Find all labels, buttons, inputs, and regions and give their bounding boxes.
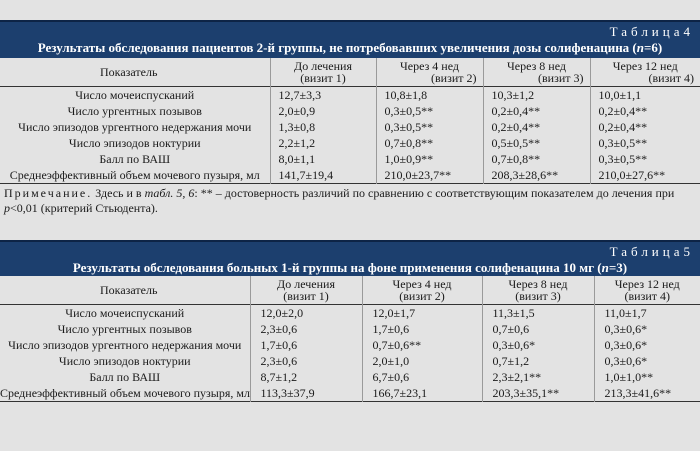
table-row <box>0 305 700 322</box>
column-header-line: Через 12 нед <box>614 277 680 291</box>
footnote-text: Здесь и в <box>92 186 145 200</box>
footnote-text: : ** – достоверность различий по сравнению с соответствующим показателем до лечения при <box>194 186 675 200</box>
table-5 <box>0 240 700 402</box>
row-label: Балл по ВАШ <box>99 151 171 166</box>
cell-value: 0,7±1,2 <box>482 353 594 369</box>
column-header-line: (визит 3) <box>538 71 584 85</box>
table-4 <box>0 20 700 216</box>
table-4-title-suffix: =6) <box>644 40 663 55</box>
cell-value: 2,3±0,6 <box>250 321 362 337</box>
cell-value: 0,5±0,5** <box>483 135 590 151</box>
column-header-visit-2 <box>362 276 482 305</box>
cell-value: 0,2±0,4** <box>483 103 590 119</box>
column-header-line: Через 12 нед <box>612 59 678 73</box>
table-5-label: Таблица5 <box>609 244 694 259</box>
footnote-text: <0,01 (критерий Стьюдента). <box>10 201 158 215</box>
column-header-line: Через 8 нед <box>508 277 568 291</box>
cell-value: 0,3±0,6* <box>482 337 594 353</box>
column-header-parameter: Показатель <box>100 65 158 79</box>
column-header-line: Через 8 нед <box>506 59 567 73</box>
table-row <box>0 337 700 353</box>
column-header-visit-2 <box>376 58 483 87</box>
table-row <box>0 103 700 119</box>
table-5-header-row <box>0 276 700 305</box>
cell-value: 10,3±1,2 <box>483 87 590 104</box>
cell-value: 166,7±23,1 <box>362 385 482 402</box>
cell-value: 210,0±23,7** <box>376 167 483 184</box>
footnote-table-ref: табл. 5, 6 <box>144 186 195 200</box>
cell-value: 12,7±3,3 <box>270 87 376 104</box>
column-header-line: До лечения <box>277 277 335 291</box>
row-label: Балл по ВАШ <box>89 369 161 384</box>
column-header-visit-3 <box>482 276 594 305</box>
cell-value: 0,3±0,5** <box>590 151 700 167</box>
row-label: Число мочеиспусканий <box>75 87 195 102</box>
cell-value: 8,7±1,2 <box>250 369 362 385</box>
table-5-title-n: n <box>601 260 609 275</box>
table-5-title <box>4 260 696 276</box>
column-header-parameter: Показатель <box>100 283 158 297</box>
cell-value: 0,7±0,8** <box>376 135 483 151</box>
cell-value: 0,3±0,5** <box>376 103 483 119</box>
cell-value: 2,0±1,0 <box>362 353 482 369</box>
cell-value: 0,2±0,4** <box>483 119 590 135</box>
column-header-visit-3 <box>483 58 590 87</box>
cell-value: 210,0±27,6** <box>590 167 700 184</box>
table-5-title-suffix: =3) <box>608 260 628 275</box>
cell-value: 2,3±2,1** <box>482 369 594 385</box>
column-header-visit-4 <box>590 58 700 87</box>
table-5-title-prefix: Результаты обследования больных 1-й группы на фоне применения солифенацина 10 мг ( <box>72 260 602 275</box>
cell-value: 0,2±0,4** <box>590 119 700 135</box>
table-4-label: Таблица4 <box>609 24 694 39</box>
cell-value: 213,3±41,6** <box>594 385 700 402</box>
footnote-p: p <box>4 201 10 215</box>
cell-value: 6,7±0,6 <box>362 369 482 385</box>
cell-value: 1,0±0,9** <box>376 151 483 167</box>
column-header-line: Через 4 нед <box>399 59 460 73</box>
cell-value: 113,3±37,9 <box>250 385 362 402</box>
cell-value: 0,3±0,5** <box>376 119 483 135</box>
table-row <box>0 135 700 151</box>
column-header-line: Через 4 нед <box>392 277 452 291</box>
table-row <box>0 321 700 337</box>
row-label: Число эпизодов ургентного недержания мочи <box>8 337 242 352</box>
cell-value: 11,3±1,5 <box>482 305 594 322</box>
cell-value: 0,7±0,8** <box>483 151 590 167</box>
cell-value: 0,7±0,6 <box>482 321 594 337</box>
cell-value: 10,8±1,8 <box>376 87 483 104</box>
row-label: Среднеэффективный объем мочевого пузыря, мл <box>9 167 260 182</box>
table-4-header-row <box>0 58 700 87</box>
row-label: Число ургентных позывов <box>57 321 192 336</box>
row-label: Число ургентных позывов <box>67 103 202 118</box>
cell-value: 8,0±1,1 <box>270 151 376 167</box>
cell-value: 2,0±0,9 <box>270 103 376 119</box>
footnote-label: Примечание. <box>4 186 93 200</box>
table-row <box>0 353 700 369</box>
column-header-visit-1 <box>270 58 376 87</box>
cell-value: 0,3±0,6* <box>594 321 700 337</box>
row-label: Среднеэффективный объем мочевого пузыря, мл <box>0 385 250 400</box>
table-4-title <box>4 40 696 56</box>
table-row <box>0 167 700 184</box>
cell-value: 1,3±0,8 <box>270 119 376 135</box>
column-header-line: (визит 1) <box>283 289 329 303</box>
table-5-grid <box>0 276 700 402</box>
cell-value: 141,7±19,4 <box>270 167 376 184</box>
cell-value: 203,3±35,1** <box>482 385 594 402</box>
cell-value: 208,3±28,6** <box>483 167 590 184</box>
cell-value: 11,0±1,7 <box>594 305 700 322</box>
cell-value: 2,2±1,2 <box>270 135 376 151</box>
column-header-line: (визит 4) <box>648 71 694 85</box>
table-row <box>0 151 700 167</box>
column-header-line: (визит 4) <box>624 289 670 303</box>
cell-value: 12,0±2,0 <box>250 305 362 322</box>
cell-value: 10,0±1,1 <box>590 87 700 104</box>
cell-value: 0,7±0,6** <box>362 337 482 353</box>
row-label: Число мочеиспусканий <box>65 305 185 320</box>
column-header-visit-4 <box>594 276 700 305</box>
table-4-header <box>0 20 700 58</box>
table-4-title-prefix: Результаты обследования пациентов 2-й группы, не потребовавших увеличения дозы солифенацина ( <box>37 40 637 55</box>
cell-value: 0,2±0,4** <box>590 103 700 119</box>
row-label: Число эпизодов ноктурии <box>58 353 191 368</box>
column-header-line: (визит 3) <box>515 289 561 303</box>
column-header-line: (визит 1) <box>300 71 346 85</box>
table-4-grid <box>0 58 700 184</box>
cell-value: 1,0±1,0** <box>594 369 700 385</box>
cell-value: 0,3±0,6* <box>594 337 700 353</box>
cell-value: 2,3±0,6 <box>250 353 362 369</box>
table-row <box>0 119 700 135</box>
row-label: Число эпизодов ноктурии <box>68 135 201 150</box>
table-4-title-n: n <box>636 40 645 55</box>
column-header-line: До лечения <box>294 59 352 73</box>
table-4-footnote <box>0 184 700 216</box>
column-header-visit-1 <box>250 276 362 305</box>
table-row <box>0 385 700 402</box>
cell-value: 1,7±0,6 <box>362 321 482 337</box>
cell-value: 12,0±1,7 <box>362 305 482 322</box>
column-header-line: (визит 2) <box>431 71 477 85</box>
cell-value: 0,3±0,6* <box>594 353 700 369</box>
column-header-line: (визит 2) <box>399 289 445 303</box>
row-label: Число эпизодов ургентного недержания мочи <box>18 119 252 134</box>
cell-value: 0,3±0,5** <box>590 135 700 151</box>
cell-value: 1,7±0,6 <box>250 337 362 353</box>
table-row <box>0 369 700 385</box>
table-5-header <box>0 240 700 276</box>
table-row <box>0 87 700 104</box>
